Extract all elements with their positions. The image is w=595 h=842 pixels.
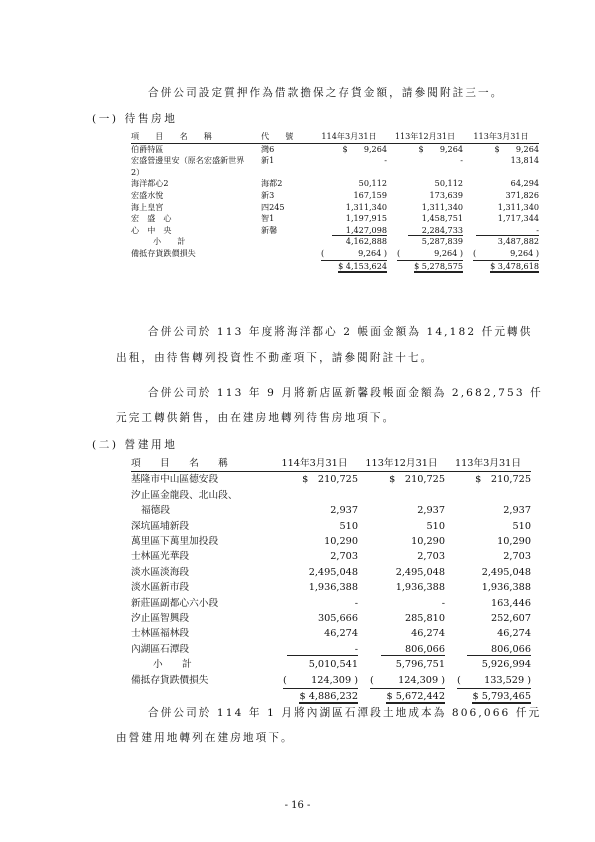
subtotal-v1: 4,162,888: [345, 236, 387, 247]
allowance-v3: 9,264: [510, 247, 534, 258]
row-v1: 1,311,340: [345, 201, 387, 212]
row-v3: $ 210,725: [475, 474, 531, 486]
row-v1: 510: [339, 520, 358, 532]
row-v2: 2,495,048: [395, 566, 445, 578]
row-code: 四245: [261, 201, 285, 212]
row-v2: 285,810: [404, 613, 445, 625]
table-row: [131, 519, 531, 534]
row-v2: 173,639: [429, 189, 463, 200]
header-c1: 114年3月31日: [311, 131, 387, 143]
row-v3: 13,814: [510, 155, 539, 166]
row-name: 海洋都心2: [131, 178, 169, 189]
transfer-note-3-line2: 由營建用地轉列在建房地項下。: [116, 732, 294, 744]
header-c3: 113年3月31日: [445, 456, 531, 472]
inventory-for-sale-table: [131, 131, 539, 272]
row-v3: $ 9,264: [494, 143, 539, 154]
subtotal-row: [131, 657, 531, 672]
row-name: 福德段: [141, 505, 171, 517]
transfer-note-3-line1: 合併公司於 114 年 1 月將內湖區石潭段土地成本為 806,066 仟元: [148, 707, 542, 719]
row-v3: 46,274: [497, 628, 531, 640]
row-v2: 10,290: [411, 536, 445, 548]
row-v1: 10,290: [324, 536, 358, 548]
subtotal-v3: 5,926,994: [481, 659, 531, 671]
row-name: 淡水區新市段: [131, 582, 190, 594]
allowance-v1: 124,309: [311, 674, 352, 686]
row-name: 汐止區金龍段、北山段、: [131, 489, 238, 501]
row-name: 士林區光華段: [131, 551, 190, 563]
total-row: [131, 689, 531, 704]
row-v3: 510: [512, 520, 531, 532]
row-v2: 510: [426, 520, 445, 532]
row-v3: 64,294: [510, 178, 539, 189]
header-c2: 113年12月31日: [358, 456, 445, 472]
table-row: [131, 626, 531, 641]
row-v2: 1,936,388: [395, 582, 445, 594]
row-code: 海都2: [261, 178, 283, 189]
row-v2: -: [441, 597, 445, 609]
table-row: [131, 225, 539, 237]
total-v2: $ 5,672,442: [386, 691, 445, 703]
row-v3: -: [476, 225, 539, 236]
row-v3: 1,936,388: [481, 582, 531, 594]
row-v1: 167,159: [353, 189, 387, 200]
transfer-note-1-line2: 出租，由待售轉列投資性不動產項下，請參閱附註十七。: [116, 352, 434, 364]
row-v1: 2,495,048: [308, 566, 358, 578]
table-row: [131, 534, 531, 549]
row-code: 灣6: [261, 143, 275, 154]
header-c3: 113年3月31日: [463, 131, 539, 143]
table-row: [131, 190, 539, 202]
row-code: 智1: [261, 213, 275, 224]
row-v3: 1,311,340: [497, 201, 539, 212]
row-v2: $ 9,264: [418, 143, 463, 154]
row-name: 宏盛營邊里安（原名宏盛新世界2）: [131, 155, 245, 177]
row-v1: 50,112: [358, 178, 387, 189]
total-v2: $ 5,278,575: [414, 260, 463, 271]
intro-paragraph: 合併公司設定質押作為借款擔保之存貨金額，請參閱附註三一。: [148, 87, 504, 99]
subtotal-v2: 5,796,751: [395, 659, 445, 671]
row-v3: 2,937: [503, 505, 531, 517]
total-v3: $ 5,793,465: [472, 691, 531, 703]
table-row: [131, 213, 539, 225]
allowance-row: 備抵存貨跌價損失 ( 124,309 ) ( 124,309 ) ( 133,529 ): [131, 673, 531, 689]
row-v1: 2,937: [330, 505, 358, 517]
allowance-label: 備抵存貨跌價損失: [131, 674, 209, 686]
allowance-v2: 124,309: [398, 674, 439, 686]
row-name: 海上皇宮: [131, 201, 164, 212]
row-v2: $ 210,725: [389, 474, 445, 486]
table-header-row: [131, 131, 539, 143]
total-v1: $ 4,153,624: [338, 260, 387, 271]
table-row: [131, 549, 531, 564]
allowance-label: 備抵存貨跌價損失: [131, 247, 196, 258]
row-v1: 46,274: [324, 628, 358, 640]
row-v2: 806,066: [381, 644, 445, 656]
allowance-v3: 133,529: [484, 674, 525, 686]
section1-heading: (一) 待售房地: [92, 113, 178, 125]
row-v1: [271, 488, 358, 503]
construction-land-table: [131, 456, 531, 705]
row-name: 新莊區副都心六小段: [131, 597, 219, 609]
row-name: 淡水區淡海段: [131, 566, 190, 578]
allowance-row: 備抵存貨跌價損失 ( 9,264 ) ( 9,264 ) ( 9,264 ): [131, 248, 539, 261]
row-code: 新1: [261, 155, 275, 166]
row-v3: 10,290: [497, 536, 531, 548]
table-row: [131, 178, 539, 190]
row-v1: 1,936,388: [308, 582, 358, 594]
row-code: 新馨: [261, 224, 278, 235]
row-v2: 2,703: [417, 551, 445, 563]
table-row: [131, 472, 531, 488]
row-v3: 2,703: [503, 551, 531, 563]
table-row: [131, 488, 531, 503]
row-v3: 371,826: [505, 189, 539, 200]
row-v3: 806,066: [467, 644, 531, 656]
row-v2: 1,311,340: [421, 201, 463, 212]
row-v1: $ 210,725: [302, 474, 358, 486]
row-name: 宏 盛 心: [131, 213, 172, 224]
row-v1: 305,666: [317, 613, 358, 625]
table-row: [131, 642, 531, 657]
row-v1: $ 9,264: [342, 143, 387, 154]
row-name: 伯爵特區: [131, 143, 164, 154]
row-name: 基隆市中山區德安段: [131, 474, 219, 486]
subtotal-v2: 5,287,839: [421, 236, 463, 247]
row-v1: -: [287, 644, 358, 656]
allowance-v1: 9,264: [358, 247, 382, 258]
section2-heading: (二) 營建用地: [92, 439, 178, 451]
row-v2: 50,112: [434, 178, 463, 189]
row-v1: -: [354, 597, 358, 609]
transfer-note-2-line2: 元完工轉供銷售，由在建房地轉列待售房地項下。: [116, 412, 396, 424]
row-v1: 2,703: [330, 551, 358, 563]
row-name: 心 中 央: [131, 224, 172, 235]
row-name: 深坑區埔新段: [131, 520, 190, 532]
row-v3: [445, 488, 531, 503]
table-row: [131, 202, 539, 214]
row-v2: 2,937: [417, 505, 445, 517]
row-name: 宏盛水悅: [131, 189, 164, 200]
allowance-v2: 9,264: [434, 247, 458, 258]
header-c1: 114年3月31日: [271, 456, 358, 472]
row-name: 萬里區下萬里加投段: [131, 536, 219, 548]
row-v2: 2,284,733: [408, 225, 463, 236]
subtotal-v1: 5,010,541: [308, 659, 358, 671]
row-name: 汐止區智興段: [131, 613, 190, 625]
row-v3: 163,446: [490, 597, 531, 609]
page-number: - 16 -: [284, 800, 311, 811]
header-item: 項 目 名 稱: [131, 131, 261, 143]
row-v2: [358, 488, 445, 503]
subtotal-label: 小 計: [153, 236, 186, 247]
row-name: 士林區福林段: [131, 628, 190, 640]
header-code: 代 號: [261, 131, 311, 143]
header-item: 項 目 名 稱: [131, 456, 271, 472]
row-name: 內湖區石潭段: [131, 643, 190, 655]
table-row: [131, 611, 531, 626]
row-v2: 1,458,751: [421, 213, 463, 224]
row-v1: 1,427,098: [332, 225, 387, 236]
row-v3: 252,607: [490, 613, 531, 625]
row-v2: -: [460, 155, 463, 166]
table-row: [131, 503, 531, 518]
total-v1: $ 4,886,232: [299, 691, 358, 703]
transfer-note-2-line1: 合併公司於 113 年 9 月將新店區新馨段帳面金額為 2,682,753 仟: [148, 387, 543, 399]
row-v3: 2,495,048: [481, 566, 531, 578]
subtotal-row: [131, 236, 539, 248]
table-row: [131, 565, 531, 580]
header-c2: 113年12月31日: [387, 131, 463, 143]
row-v3: 1,717,344: [497, 213, 539, 224]
transfer-note-1-line1: 合併公司於 113 年度將海洋都心 2 帳面金額為 14,182 仟元轉供: [148, 326, 533, 338]
row-v2: 46,274: [411, 628, 445, 640]
row-code: 新3: [261, 189, 275, 200]
row-v1: -: [384, 155, 387, 166]
table-row: [131, 580, 531, 595]
table-header-row: [131, 456, 531, 472]
table-row: [131, 143, 539, 155]
table-row: [131, 596, 531, 611]
total-row: [131, 261, 539, 273]
subtotal-v3: 3,487,882: [497, 236, 539, 247]
row-v1: 1,197,915: [345, 213, 387, 224]
table-row: [131, 155, 539, 178]
subtotal-label: 小 計: [153, 659, 192, 671]
total-v3: $ 3,478,618: [490, 260, 539, 271]
